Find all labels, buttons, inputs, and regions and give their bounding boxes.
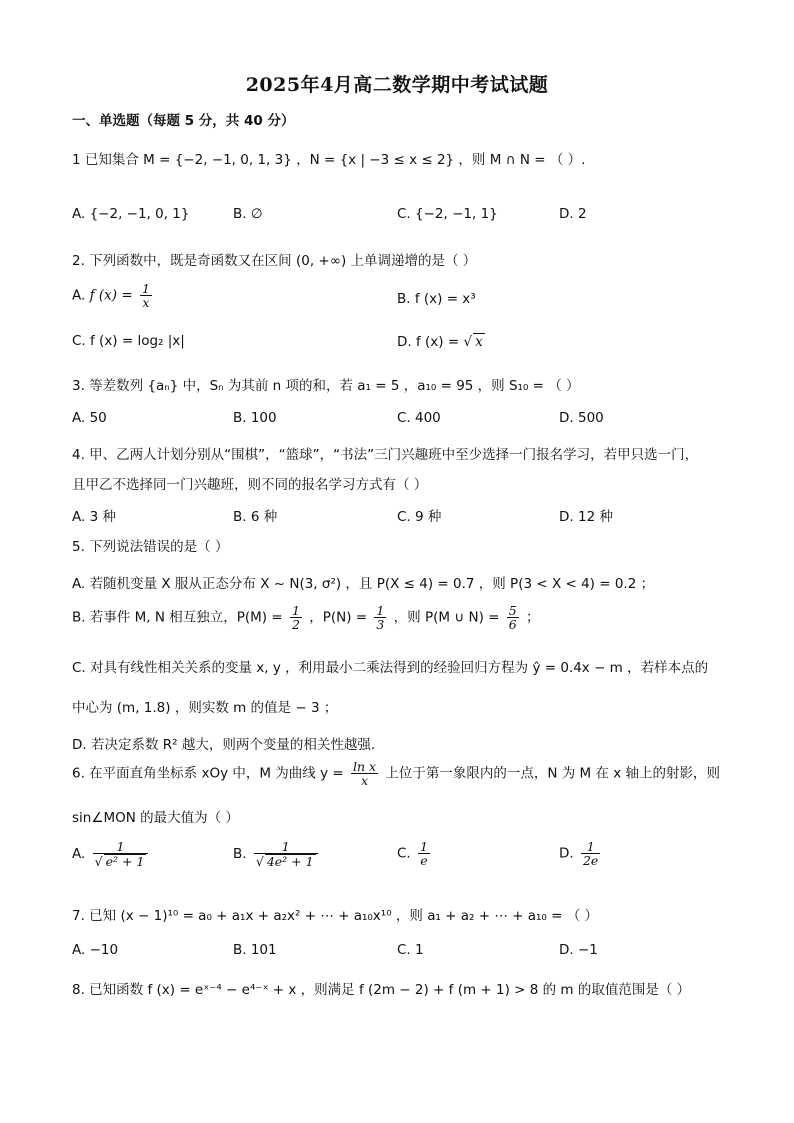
q6-text-1: 6. 在平面直角坐标系 xOy 中，M 为曲线 y = [72,765,344,782]
question-7-stem: 7. 已知 (x − 1)¹⁰ = a₀ + a₁x + a₂x² + ⋯ + a₁₀x¹⁰ ，则 a₁ + a₂ + ⋯ + a₁₀ = （ ） [72,908,599,924]
q6-option-a [72,840,151,868]
q3-option-c: C. 400 [397,410,441,426]
q5-b-fraction-1 [290,604,302,631]
fraction-numerator: 1 [291,603,300,618]
fraction-numerator: 1 [93,840,149,854]
q5-option-b-text-4: ； [526,609,540,626]
question-8-stem: 8. 已知函数 f (x) = eˣ⁻⁴ − e⁴⁻ˣ + x ，则满足 f (2m − 2) + f (m + 1) > 8 的 m 的取值范围是（ ） [72,982,691,998]
q2-option-b: B. f (x) = x³ [397,291,476,307]
q1-option-b: B. ∅ [233,206,263,222]
q5-option-b-text-2: ，P(N) = [309,609,368,626]
fraction-numerator: 5 [508,603,517,618]
q5-option-b [72,604,540,631]
q5-b-fraction-2 [374,604,386,631]
q6-curve-fraction [351,760,378,787]
question-5-stem: 5. 下列说法错误的是（ ） [72,539,229,555]
q2-option-a-label: A. [72,287,86,304]
fraction-numerator: 1 [141,281,150,296]
q4-option-c: C. 9 种 [397,509,442,525]
q2-option-a [72,282,155,309]
q6-option-c-fraction [418,840,430,867]
fraction-numerator: 1 [376,603,385,618]
q6-text-2: 上位于第一象限内的一点，N 为 M 在 x 轴上的射影，则 [385,765,721,782]
q5-option-b-text-3: ，则 P(M ∪ N) = [393,609,500,626]
fraction-denominator: √ 4e² + 1 [255,854,314,870]
fraction-numerator: 1 [581,840,600,854]
q1-option-c: C. {−2, −1, 1} [397,206,498,222]
q3-option-d: D. 500 [559,410,604,426]
q7-option-b: B. 101 [233,942,277,958]
q2-option-d [397,333,485,350]
fraction-radicand: e² + 1 [105,854,145,870]
q5-option-d: D. 若决定系数 R² 越大，则两个变量的相关性越强. [72,737,376,753]
q7-option-d: D. −1 [559,942,598,958]
q7-option-a: A. −10 [72,942,119,958]
q6-option-a-label: A. [72,846,86,863]
q6-option-d [559,840,603,867]
question-2-stem: 2. 下列函数中，既是奇函数又在区间 (0, +∞) 上单调递增的是（ ） [72,253,477,269]
q2-option-d-radicand: x [475,334,483,350]
question-6-stem-line-1 [72,760,720,787]
q2-option-c: C. f (x) = log₂ |x| [72,333,185,349]
q5-option-a: A. 若随机变量 X 服从正态分布 X ~ N(3, σ²) ，且 P(X ≤ 4) = 0.7 ，则 P(3 < X < 4) = 0.2 ； [72,576,655,592]
fraction-denominator: x [142,295,150,311]
fraction-denominator: 3 [376,617,385,633]
q6-option-b-label: B. [233,846,247,863]
fraction-radicand: 4e² + 1 [266,854,314,870]
fraction-denominator: √ e² + 1 [94,854,145,870]
q5-option-c-line-1: C. 对具有线性相关关系的变量 x, y ，利用最小二乘法得到的经验回归方程为 ŷ = 0.4x − m ，若样本点的 [72,660,709,676]
fraction-denominator: 6 [508,617,517,633]
q6-option-c-label: C. [397,845,411,862]
question-3-stem: 3. 等差数列 {aₙ} 中，Sₙ 为其前 n 项的和，若 a₁ = 5 ，a₁₀ = 95 ，则 S₁₀ = （ ） [72,378,580,394]
q6-option-c [397,840,433,867]
fraction-denominator: x [360,773,369,789]
q5-option-c-line-2: 中心为 (m, 1.8) ，则实数 m 的值是 − 3 ； [72,700,338,716]
fraction-numerator: 1 [420,839,428,854]
q6-option-d-fraction [581,840,600,867]
q5-option-b-text-1: B. 若事件 M, N 相互独立，P(M) = [72,609,283,626]
q2-option-a-fx: f (x) = [89,287,133,304]
q6-option-b [233,840,321,868]
q7-option-c: C. 1 [397,942,424,958]
q6-option-d-label: D. [559,845,574,862]
q4-option-a: A. 3 种 [72,509,116,525]
question-6-stem-line-2: sin∠MON 的最大值为（ ） [72,810,239,826]
q3-option-a: A. 50 [72,410,107,426]
q6-option-a-fraction [93,840,149,868]
fraction-denominator: e [420,853,428,869]
q5-b-fraction-3 [507,604,519,631]
q1-option-d: D. 2 [559,206,587,222]
fraction-denominator: 2 [291,617,300,633]
fraction-denominator: 2e [582,853,599,869]
q3-option-b: B. 100 [233,410,277,426]
fraction-numerator: ln x [352,759,377,774]
fraction-numerator: 1 [254,840,318,854]
q2-option-d-label: D. f (x) = [397,334,464,350]
question-4-stem-line-1: 4. 甲、乙两人计划分别从“围棋”，“篮球”，“书法”三门兴趣班中至少选择一门报名学习，若甲只选一门， [72,447,699,463]
question-1-stem: 1 已知集合 M = {−2, −1, 0, 1, 3} ，N = {x | −3 ≤ x ≤ 2} ，则 M ∩ N = （ ）. [72,152,586,168]
q4-option-d: D. 12 种 [559,509,613,525]
sqrt-symbol: √ [463,334,473,350]
exam-title: 2025年4月高二数学期中考试试题 [245,74,549,96]
section-heading: 一、单选题（每题 5 分，共 40 分） [72,113,295,129]
question-4-stem-line-2: 且甲乙不选择同一门兴趣班，则不同的报名学习方式有（ ） [72,477,428,493]
q6-option-b-fraction [254,840,318,868]
q4-option-b: B. 6 种 [233,509,278,525]
q2-option-a-fraction [140,282,152,309]
q1-option-a: A. {−2, −1, 0, 1} [72,206,190,222]
